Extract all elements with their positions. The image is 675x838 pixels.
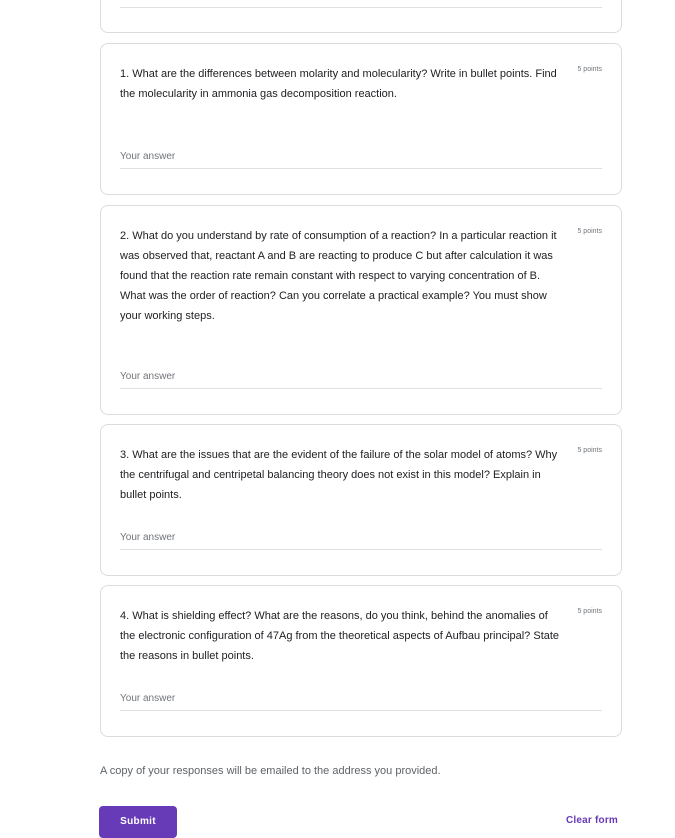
question-card-2: [100, 205, 622, 415]
previous-question-card: [100, 0, 622, 33]
answer-field[interactable]: Your answer: [120, 370, 602, 389]
answer-field[interactable]: Your answer: [120, 531, 602, 550]
question-text: 4. What is shielding effect? What are the reasons, do you think, behind the anomalies of the electronic configuration of 47Ag from the theoretical aspects of Aufbau principal? State the reasons in bullet points.: [120, 610, 560, 662]
question-card-3: [100, 424, 622, 576]
points-label: 5 points: [577, 66, 602, 73]
question-card-4: [100, 585, 622, 737]
question-text: 2. What do you understand by rate of consumption of a reaction? In a particular reaction it was observed that, reactant A and B are reacting to produce C but after calculation it was found that the reaction rate remain constant with respect to varying concentration of B. What was the order of reaction? Can you correlate a practical example? You must show your working steps.: [120, 230, 557, 322]
submit-button[interactable]: Submit: [99, 806, 177, 838]
question-text: 1. What are the differences between molarity and molecularity? Write in bullet points. Find the molecularity in ammonia gas decomposition reaction.: [120, 68, 557, 100]
points-label: 5 points: [577, 228, 602, 235]
points-label: 5 points: [577, 447, 602, 454]
answer-field[interactable]: Your answer: [120, 150, 602, 169]
email-copy-notice: A copy of your responses will be emailed to the address you provided.: [100, 765, 441, 777]
answer-underline[interactable]: [120, 7, 602, 8]
question-card-1: [100, 43, 622, 195]
points-label: 5 points: [577, 608, 602, 615]
question-text: 3. What are the issues that are the evident of the failure of the solar model of atoms? Why the centrifugal and centripetal balancing theory does not exist in this model? Explain in bullet points.: [120, 449, 558, 501]
clear-form-button[interactable]: Clear form: [565, 815, 618, 826]
answer-field[interactable]: Your answer: [120, 692, 602, 711]
